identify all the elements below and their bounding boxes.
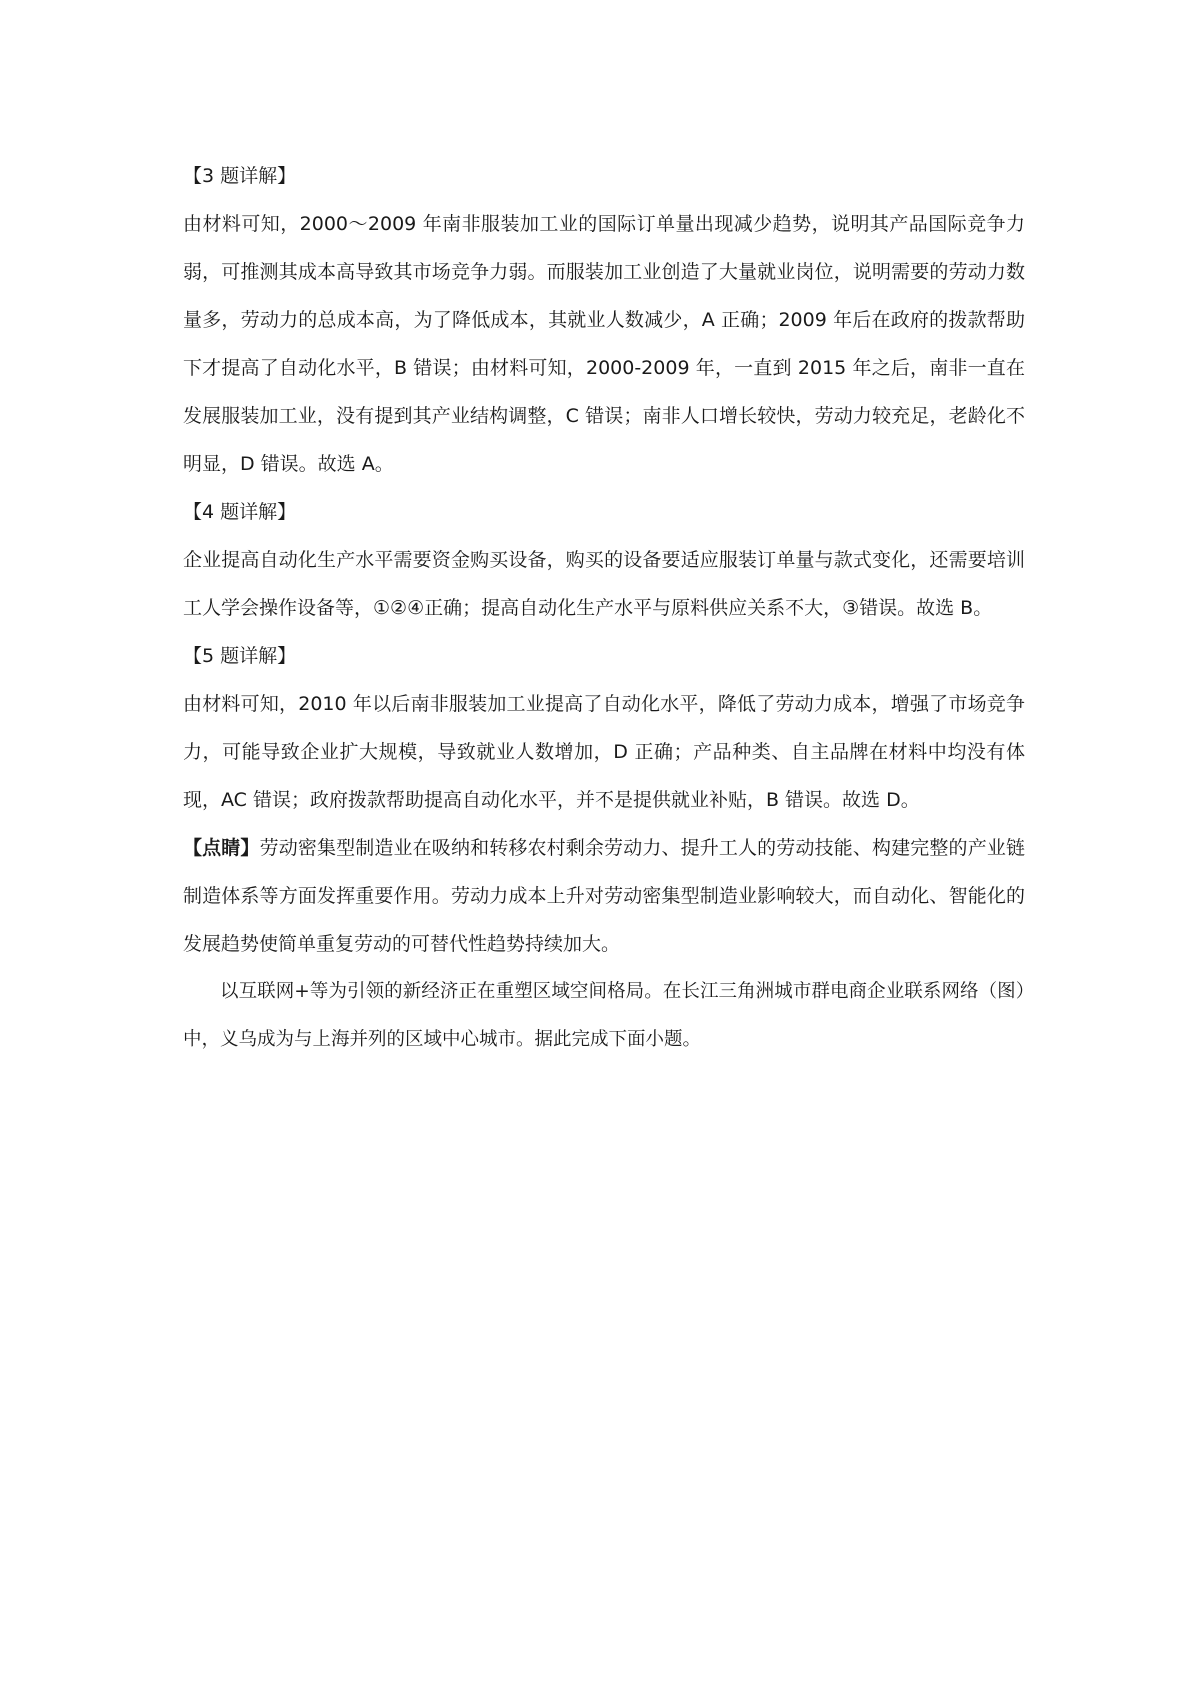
section-3-body: 由材料可知，2000～2009 年南非服装加工业的国际订单量出现减少趋势，说明其产品国际竞争力弱，可推测其成本高导致其市场竞争力弱。而服装加工业创造了大量就业岗位，说明需要的劳动力数量多，劳动力的总成本高，为了降低成本，其就业人数减少，A 正确；2009 年后在政府的拨款帮助下才提高了自动化水平，B 错误；由材料可知，2000-2009 年，一直到 2015 年之后，南非一直在发展服装加工业，没有提到其产业结构调整，C 错误；南非人口增长较快，劳动力较充足，老龄化不明显，D 错误。故选 A。 (183, 213, 1025, 475)
section-4-body: 企业提高自动化生产水平需要资金购买设备，购买的设备要适应服装订单量与款式变化，还需要培训工人学会操作设备等，①②④正确；提高自动化生产水平与原料供应关系不大，③错误。故选 B。 (183, 549, 1025, 619)
section-4-heading: 【4 题详解】 (183, 501, 297, 523)
tip-body: 劳动密集型制造业在吸纳和转移农村剩余劳动力、提升工人的劳动技能、构建完整的产业链制造体系等方面发挥重要作用。劳动力成本上升对劳动密集型制造业影响较大，而自动化、智能化的发展趋势使简单重复劳动的可替代性趋势持续加大。 (183, 837, 1025, 955)
tip-label: 【点睛】 (183, 837, 260, 859)
section-5-heading: 【5 题详解】 (183, 645, 297, 667)
document-page (183, 152, 1025, 1064)
section-5-body: 由材料可知，2010 年以后南非服装加工业提高了自动化水平，降低了劳动力成本，增强了市场竞争力，可能导致企业扩大规模，导致就业人数增加，D 正确；产品种类、自主品牌在材料中均没有体现，AC 错误；政府拨款帮助提高自动化水平，并不是提供就业补贴，B 错误。故选 D。 (183, 693, 1025, 811)
tip-paragraph (183, 824, 1025, 968)
section-3-heading: 【3 题详解】 (183, 165, 297, 187)
next-question-intro: 以互联网+等为引领的新经济正在重塑区域空间格局。在长江三角洲城市群电商企业联系网络（图）中，义乌成为与上海并列的区域中心城市。据此完成下面小题。 (183, 981, 1025, 1050)
